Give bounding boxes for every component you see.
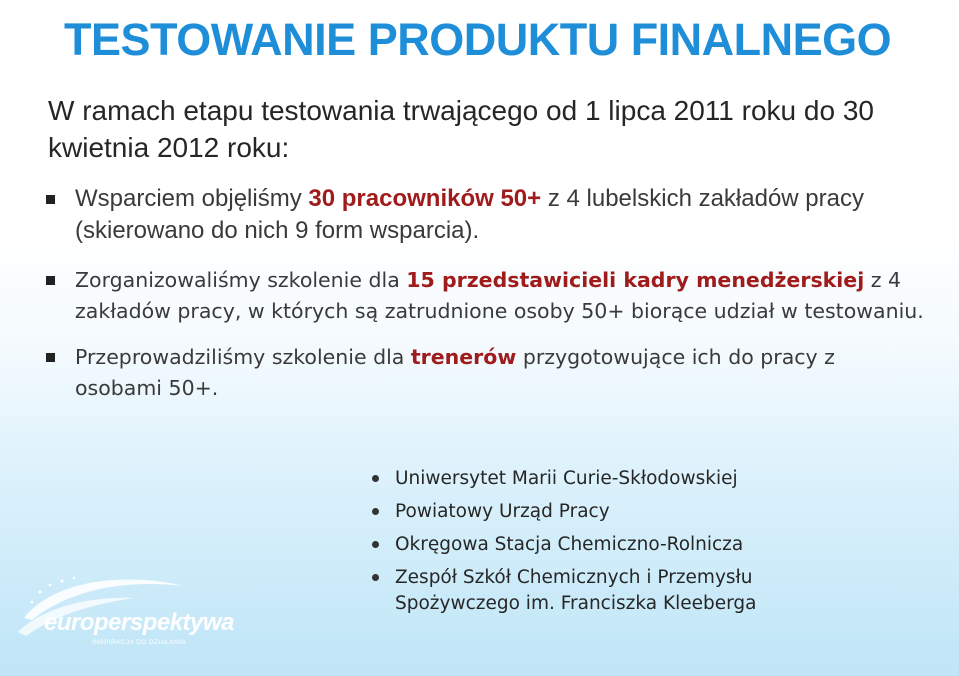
bullet-text: Wsparciem objęliśmy (75, 185, 309, 212)
bullet-list (46, 183, 926, 404)
bullet-item (46, 342, 926, 404)
list-item (370, 561, 756, 617)
logo-name: europerspektywa (44, 609, 234, 636)
bullet-highlight: trenerów (410, 345, 517, 369)
bullet-item (46, 265, 926, 327)
partner-name-continued: Spożywczego im. Franciszka Kleeberga (395, 593, 757, 614)
bullet-text: z 4 lubelskich zakładów pracy (skierowano do nich 9 form wsparcia). (75, 185, 864, 244)
square-bullet-icon (46, 276, 55, 285)
partner-name: Zespół Szkół Chemicznych i Przemysłu (395, 567, 753, 588)
bullet-highlight: 30 pracowników 50+ (308, 185, 542, 212)
bullet-text: Przeprowadziliśmy szkolenie dla (75, 345, 411, 369)
square-bullet-icon (46, 195, 55, 204)
round-bullet-icon (372, 541, 379, 548)
bullet-highlight: 15 przedstawicieli kadry menedżerskiej (406, 268, 865, 292)
logo-tagline: INSPIRACJA DO DZIAŁANIA (92, 639, 187, 646)
europerspektywa-logo (14, 572, 244, 662)
round-bullet-icon (372, 508, 379, 515)
partner-list (370, 462, 756, 617)
bullet-text: z 4 zakładów pracy, w których są zatrudnione osoby 50+ biorące udział w testowaniu. (75, 268, 924, 323)
bullet-text: Zorganizowaliśmy szkolenie dla (75, 268, 407, 292)
round-bullet-icon (372, 574, 379, 581)
bullet-item (46, 183, 926, 247)
list-item (370, 495, 756, 528)
slide-title: TESTOWANIE PRODUKTU FINALNEGO (64, 14, 892, 65)
round-bullet-icon (372, 475, 379, 482)
intro-paragraph: W ramach etapu testowania trwającego od 1 lipca 2011 roku do 30 kwietnia 2012 roku: (48, 95, 874, 163)
square-bullet-icon (46, 353, 55, 362)
partner-name: Okręgowa Stacja Chemiczno-Rolnicza (395, 534, 744, 555)
list-item (370, 528, 756, 561)
partner-name: Powiatowy Urząd Pracy (395, 501, 610, 522)
partner-name: Uniwersytet Marii Curie-Skłodowskiej (395, 468, 738, 489)
list-item (370, 462, 756, 495)
bullet-text: przygotowujące ich do pracy z osobami 50+. (75, 345, 835, 400)
